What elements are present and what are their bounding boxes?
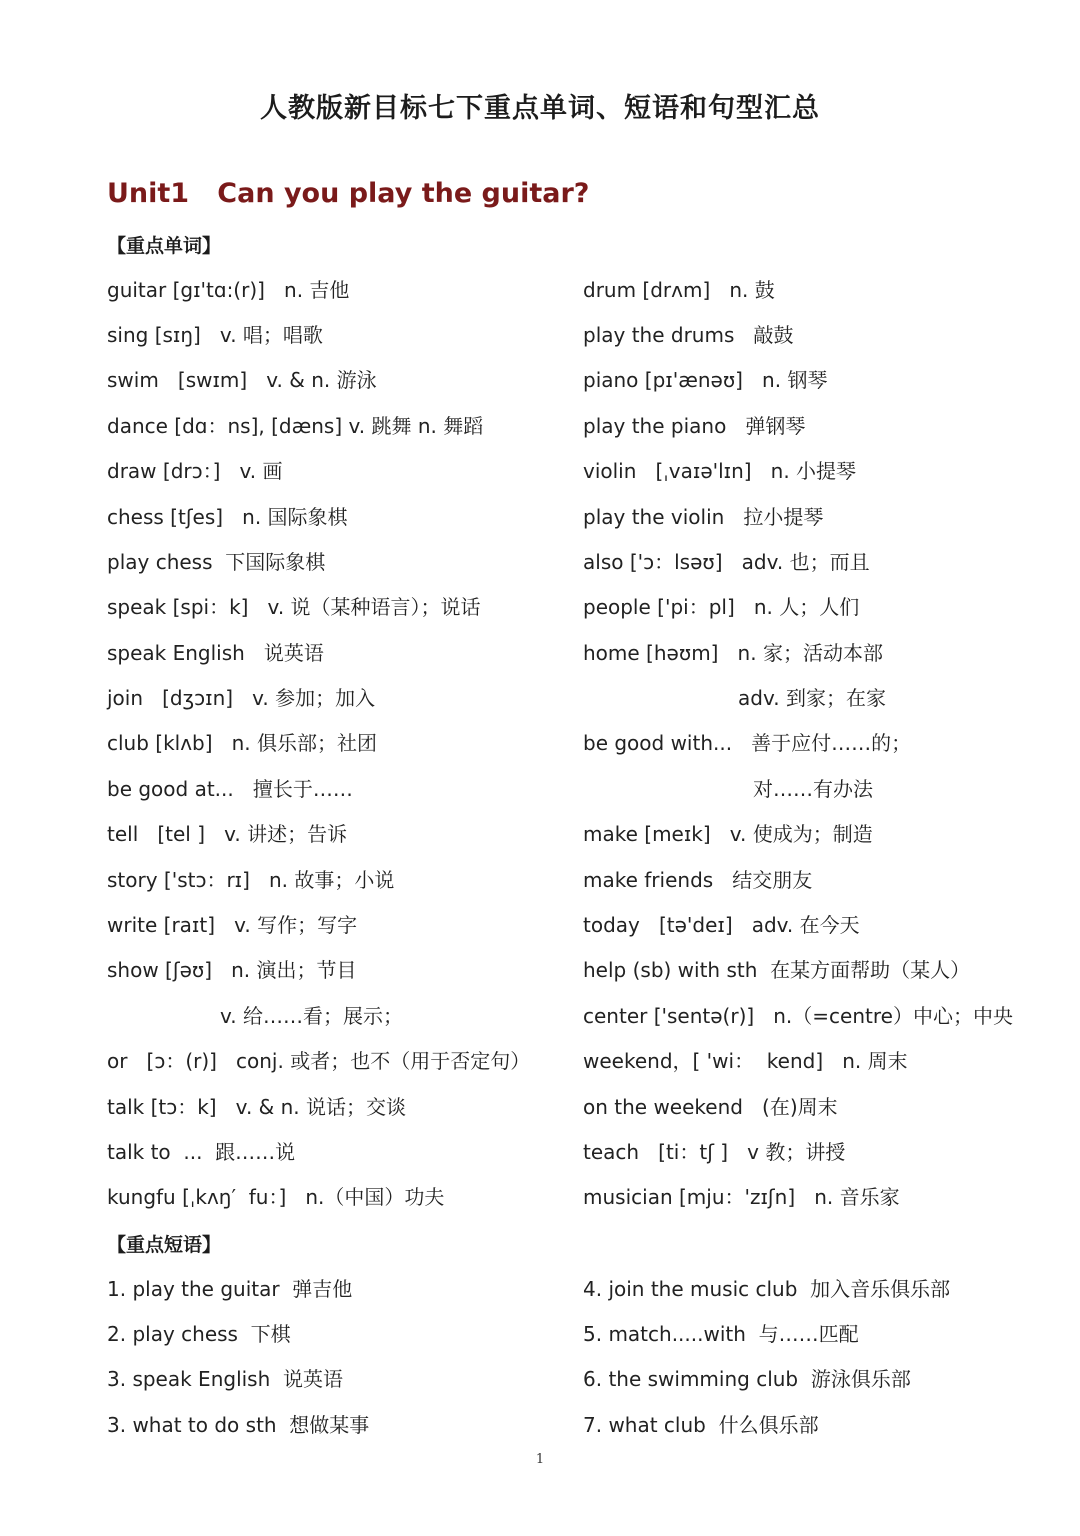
phrase-entry: 3. what to do sth 想做某事 [107, 1413, 370, 1437]
vocab-entry: kungfu [ˌkʌŋ′ fu：] n.（中国）功夫 [107, 1185, 445, 1209]
vocab-entry: write [raɪt] v. 写作；写字 [107, 913, 358, 937]
vocab-entry: be good with... 善于应付……的； [583, 731, 912, 755]
vocab-entry: chess [tʃes] n. 国际象棋 [107, 505, 348, 529]
phrase-entry: 1. play the guitar 弹吉他 [107, 1277, 353, 1301]
vocab-entry: drum [drʌm] n. 鼓 [583, 278, 775, 302]
vocab-entry: sing [sɪŋ] v. 唱；唱歌 [107, 323, 323, 347]
vocab-entry: teach [ti：tʃ ] v 教；讲授 [583, 1140, 846, 1164]
vocab-entry: people ['pi：pl] n. 人；人们 [583, 595, 860, 619]
phrase-entry: 5. match.....with 与……匹配 [583, 1322, 859, 1346]
vocab-entry: speak [spi：k] v. 说（某种语言）；说话 [107, 595, 481, 619]
vocab-entry: talk to ... 跟……说 [107, 1140, 296, 1164]
vocab-entry: musician [mju：'zɪʃn] n. 音乐家 [583, 1185, 900, 1209]
vocab-entry: show [ʃəʊ] n. 演出；节目 [107, 958, 357, 982]
phrase-entry: 2. play chess 下棋 [107, 1322, 291, 1346]
vocab-entry: make friends 结交朋友 [583, 868, 813, 892]
vocab-entry: center ['sentə(r)] n.（=centre）中心；中央 [583, 1004, 1013, 1028]
vocab-entry: weekend，[ 'wi： kend] n. 周末 [583, 1049, 908, 1073]
vocab-entry: be good at... 擅长于…… [107, 777, 353, 801]
vocab-section-label: 【重点单词】 [107, 235, 222, 257]
vocab-entry: guitar [gɪ'tɑ:(r)] n. 吉他 [107, 278, 350, 302]
vocab-entry: today [tə'deɪ] adv. 在今天 [583, 913, 860, 937]
vocab-entry: play the drums 敲鼓 [583, 323, 794, 347]
unit-heading: Unit1 Can you play the guitar? [107, 178, 590, 209]
vocab-entry: dance [dɑ：ns], [dæns] v. 跳舞 n. 舞蹈 [107, 414, 484, 438]
vocab-entry: help (sb) with sth 在某方面帮助（某人） [583, 958, 971, 982]
vocab-entry: speak English 说英语 [107, 641, 324, 665]
document-title: 人教版新目标七下重点单词、短语和句型汇总 [260, 93, 820, 124]
vocab-entry: play the piano 弹钢琴 [583, 414, 806, 438]
vocab-entry: talk [tɔ：k] v. & n. 说话；交谈 [107, 1095, 407, 1119]
phrase-entry: 7. what club 什么俱乐部 [583, 1413, 819, 1437]
vocab-entry: or [ɔ：(r)] conj. 或者；也不（用于否定句） [107, 1049, 531, 1073]
vocab-entry: tell [tel ] v. 讲述；告诉 [107, 822, 348, 846]
phrase-entry: 3. speak English 说英语 [107, 1367, 343, 1391]
vocab-entry: join [dʒɔɪn] v. 参加；加入 [107, 686, 376, 710]
phrase-entry: 4. join the music club 加入音乐俱乐部 [583, 1277, 951, 1301]
vocab-entry: swim [swɪm] v. & n. 游泳 [107, 368, 377, 392]
vocab-entry: violin [ˌvaɪə'lɪn] n. 小提琴 [583, 459, 857, 483]
vocab-entry: piano [pɪ'ænəʊ] n. 钢琴 [583, 368, 828, 392]
phrase-section-label: 【重点短语】 [107, 1234, 222, 1256]
vocab-entry-continuation: v. 给……看；展示； [220, 1004, 403, 1028]
vocab-entry-continuation: adv. 到家；在家 [738, 686, 886, 710]
vocab-entry: on the weekend (在)周末 [583, 1095, 838, 1119]
vocab-entry: club [klʌb] n. 俱乐部；社团 [107, 731, 378, 755]
page-number: 1 [535, 1452, 545, 1467]
vocab-entry-continuation: 对……有办法 [753, 777, 873, 801]
vocab-entry: make [meɪk] v. 使成为；制造 [583, 822, 873, 846]
phrase-entry: 6. the swimming club 游泳俱乐部 [583, 1367, 911, 1391]
vocab-entry: draw [drɔ：] v. 画 [107, 459, 283, 483]
vocab-entry: play the violin 拉小提琴 [583, 505, 824, 529]
vocab-entry: also ['ɔ：lsəʊ] adv. 也；而且 [583, 550, 870, 574]
vocab-entry: story ['stɔ：rɪ] n. 故事；小说 [107, 868, 395, 892]
vocab-entry: play chess 下国际象棋 [107, 550, 326, 574]
vocab-entry: home [həʊm] n. 家；活动本部 [583, 641, 883, 665]
